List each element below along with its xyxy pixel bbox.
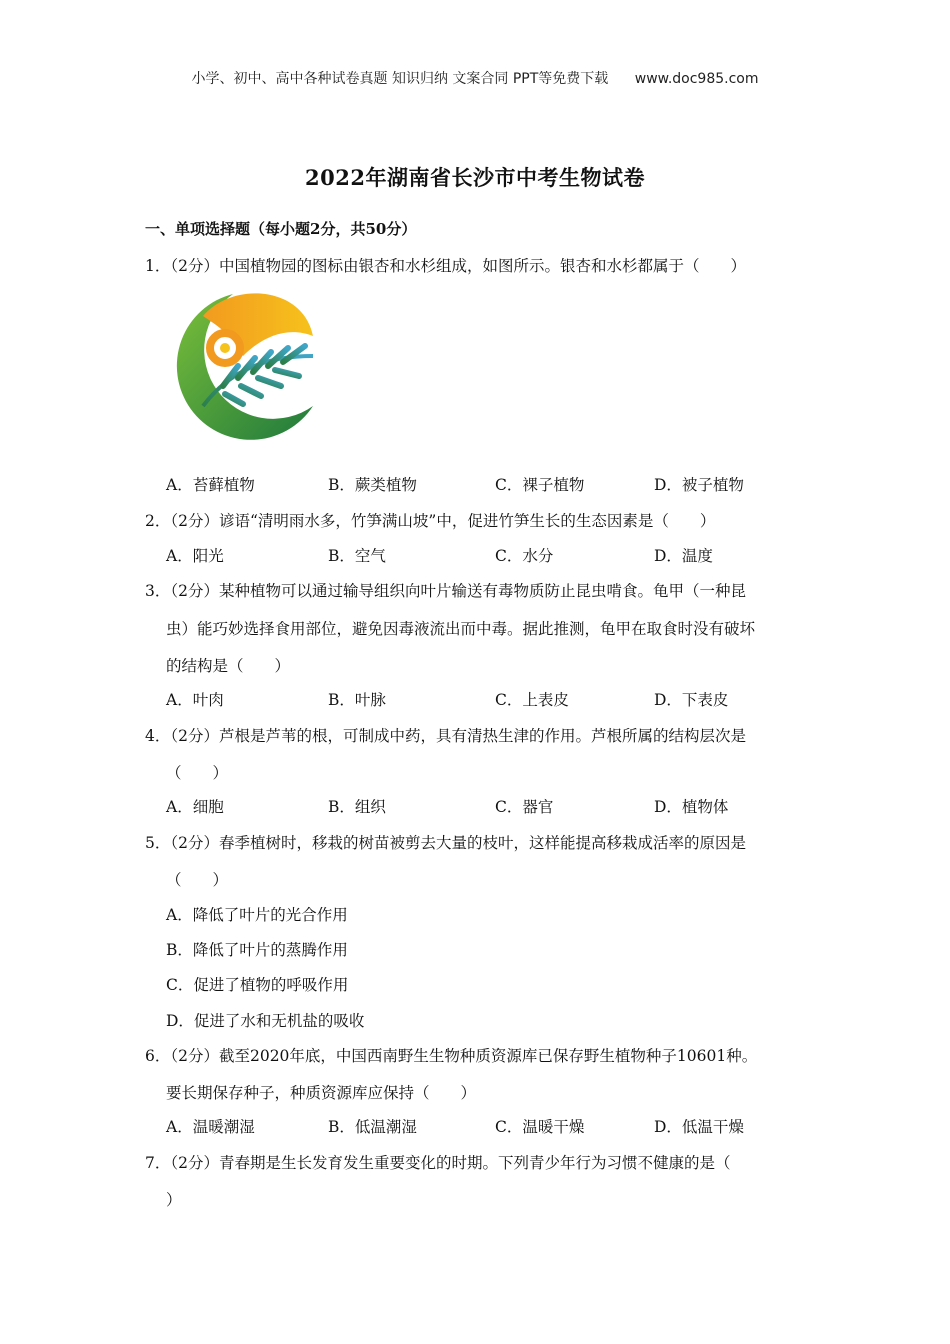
question-1: 1．（2分）中国植物园的图标由银杏和水杉组成，如图所示。银杏和水杉都属于（ ） bbox=[145, 257, 746, 275]
page-header bbox=[0, 68, 950, 88]
option-d: D．促进了水和无机盐的吸收 bbox=[166, 1012, 365, 1030]
question-4-line-2: （ ） bbox=[166, 764, 229, 782]
question-3-options bbox=[166, 688, 806, 710]
question-6-options bbox=[166, 1115, 806, 1137]
option-d: D．被子植物 bbox=[654, 476, 744, 494]
section-heading: 一、单项选择题（每小题2分，共50分） bbox=[145, 220, 417, 238]
option-c: C．裸子植物 bbox=[495, 476, 585, 494]
question-7: 7．（2分）青春期是生长发育发生重要变化的时期。下列青少年行为习惯不健康的是（ bbox=[145, 1154, 731, 1172]
option-b: B．降低了叶片的蒸腾作用 bbox=[166, 941, 348, 959]
option-d: D．下表皮 bbox=[654, 691, 729, 709]
option-c: C．温暖干燥 bbox=[495, 1118, 585, 1136]
option-b: B．空气 bbox=[328, 547, 386, 565]
question-4-options bbox=[166, 795, 806, 817]
option-a: A．细胞 bbox=[166, 798, 224, 816]
option-a: A．阳光 bbox=[166, 547, 224, 565]
option-b: B．蕨类植物 bbox=[328, 476, 417, 494]
question-2: 2．（2分）谚语“清明雨水多，竹笋满山坡”中，促进竹笋生长的生态因素是（ ） bbox=[145, 512, 716, 530]
option-b: B．叶脉 bbox=[328, 691, 386, 709]
botanical-garden-logo bbox=[163, 286, 323, 446]
question-5-line-2: （ ） bbox=[166, 871, 229, 889]
question-6: 6．（2分）截至2020年底，中国西南野生生物种质资源库已保存野生植物种子10601种。 bbox=[145, 1047, 758, 1065]
option-a: A．苔藓植物 bbox=[166, 476, 255, 494]
header-text: 小学、初中、高中各种试卷真题 知识归纳 文案合同 PPT等免费下载 bbox=[191, 71, 609, 87]
question-3-line-2: 虫）能巧妙选择食用部位，避免因毒液流出而中毒。据此推测，龟甲在取食时没有破坏 bbox=[166, 620, 756, 638]
question-7-line-2: ） bbox=[166, 1191, 182, 1209]
option-b: B．组织 bbox=[328, 798, 386, 816]
option-d: D．低温干燥 bbox=[654, 1118, 744, 1136]
option-a: A．温暖潮湿 bbox=[166, 1118, 255, 1136]
header-url[interactable]: www.doc985.com bbox=[634, 71, 759, 87]
option-d: D．温度 bbox=[654, 547, 713, 565]
question-1-options bbox=[166, 473, 806, 495]
option-a: A．叶肉 bbox=[166, 691, 224, 709]
question-3-line-3: 的结构是（ ） bbox=[166, 657, 291, 675]
question-5: 5．（2分）春季植树时，移栽的树苗被剪去大量的枝叶，这样能提高移栽成活率的原因是 bbox=[145, 834, 746, 852]
question-2-options bbox=[166, 544, 806, 566]
option-c: C．水分 bbox=[495, 547, 554, 565]
option-a: A．降低了叶片的光合作用 bbox=[166, 906, 348, 924]
option-b: B．低温潮湿 bbox=[328, 1118, 417, 1136]
option-d: D．植物体 bbox=[654, 798, 729, 816]
exam-title: 2022年湖南省长沙市中考生物试卷 bbox=[305, 165, 645, 190]
option-c: C．上表皮 bbox=[495, 691, 569, 709]
question-4: 4．（2分）芦根是芦苇的根，可制成中药，具有清热生津的作用。芦根所属的结构层次是 bbox=[145, 727, 746, 745]
question-6-line-2: 要长期保存种子，种质资源库应保持（ ） bbox=[166, 1084, 477, 1102]
option-c: C．促进了植物的呼吸作用 bbox=[166, 976, 349, 994]
option-c: C．器官 bbox=[495, 798, 554, 816]
question-3: 3．（2分）某种植物可以通过输导组织向叶片输送有毒物质防止昆虫啃食。龟甲（一种昆 bbox=[145, 582, 746, 600]
